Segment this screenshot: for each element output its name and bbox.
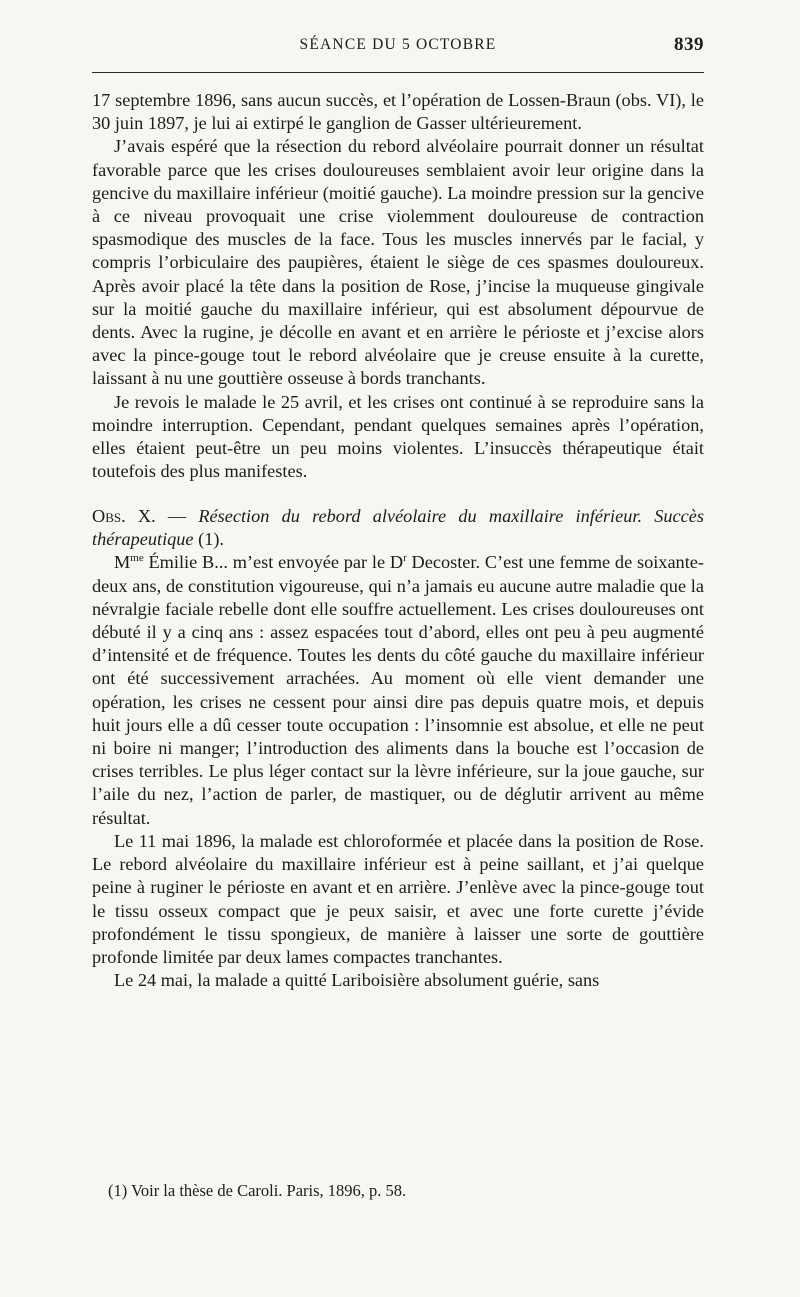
paragraph-followup: Je revois le malade le 25 avril, et les crises ont continué à se reproduire sans la moindre interruption. Cependant, pendant quelques semaines après l’opération, elles étaient peut-être un peu moins violentes. L’insuccès thérapeutique était toutefois des plus manifestes. [92,391,704,482]
paragraph-case-intro [92,551,704,829]
observation-label: Obs. X. [92,506,156,527]
body-text [92,89,704,992]
title-abbrev-sup: me [130,552,144,565]
observation-heading [92,505,704,551]
header-rule [92,72,704,73]
paragraph-operation: Le 11 mai 1896, la malade est chloroformée et placée dans la position de Rose. Le rebord alvéolaire du maxillaire inférieur est à peine saillant, et j’ai quelque peine à ruginer le périoste en avant et en arrière. J’enlève avec la pince-gouge tout le tissu osseux compact que je peux saisir, et avec une forte curette j’évide profondément le tissu spongieux, de manière à laisser une sorte de gouttière profonde limitée par deux lames compactes tranchantes. [92,830,704,967]
observation-title: Résection du rebord alvéolaire du maxillaire inférieur. Succès thérapeutique [92,506,704,550]
page [92,28,704,992]
case-intro-text-b: Decoster. C’est une femme de soixante-deux ans, de constitution vigoureuse, qui n’a jamais eu aucune autre maladie que la névralgie faciale rebelle dont elle souffre actuellement. Les crises douloureuses ont débuté il y a cinq ans : assez espacées tout d’abord, elles ont peu à peu augmenté d’intensité et de fréquence. Toutes les dents du côté gauche du maxillaire inférieur ont été successivement arrachées. Au moment où elle vient demander une opération, les crises ne cessent pour ainsi dire pas depuis quatre mois, et depuis huit jours elle a dû cesser toute occupation : l’insomnie est absolue, et elle ne peut ni boire ni manger; l’introduction des aliments dans la bouche est l’occasion de crises terribles. Le plus léger contact sur la lèvre inférieure, sur la joue gauche, sur l’aile du nez, l’action de parler, de mastiquer, ou de déglutir arrivent au même résultat. [92,552,704,828]
observation-dash: — [155,506,199,527]
case-intro-text-a: Émilie B... m’est envoyée par le D [143,552,404,573]
title-abbrev: M [114,552,131,573]
page-header [92,28,704,62]
paragraph-outcome: Le 24 mai, la malade a quitté Lariboisière absolument guérie, sans [114,970,600,991]
doctor-abbrev-sup: r [403,552,407,565]
paragraph-continuation: 17 septembre 1896, sans aucun succès, et l’opération de Lossen-Braun (obs. VI), le 30 juin 1897, je lui ai extirpé le ganglion de Gasser ultérieurement. [92,90,704,134]
paragraph-resection: J’avais espéré que la résection du rebord alvéolaire pourrait donner un résultat favorable parce que les crises douloureuses semblaient avoir leur origine dans la gencive du maxillaire inférieur (moitié gauche). La moindre pression sur la gencive à ce niveau provoquait une crise violemment douloureuse de contraction spasmodique des muscles de la face. Tous les muscles innervés par le facial, y compris l’orbiculaire des paupières, étaient le siège de ces spasmes douloureux. Après avoir placé la tête dans la position de Rose, j’incise la muqueuse gingivale sur la moitié gauche du maxillaire inférieur, qui est absolument dépourvue de dents. Avec la rugine, je décolle en avant et en arrière le périoste et j’excise alors avec la pince-gouge tout le rebord alvéolaire que je creuse ensuite à la curette, laissant à nu une gouttière osseuse à bords tranchants. [92,136,704,389]
footnote-ref: (1). [193,529,225,550]
footnote: (1) Voir la thèse de Caroli. Paris, 1896, p. 58. [108,1181,407,1200]
running-title: SÉANCE DU 5 OCTOBRE [299,36,497,53]
page-number: 839 [674,34,704,55]
